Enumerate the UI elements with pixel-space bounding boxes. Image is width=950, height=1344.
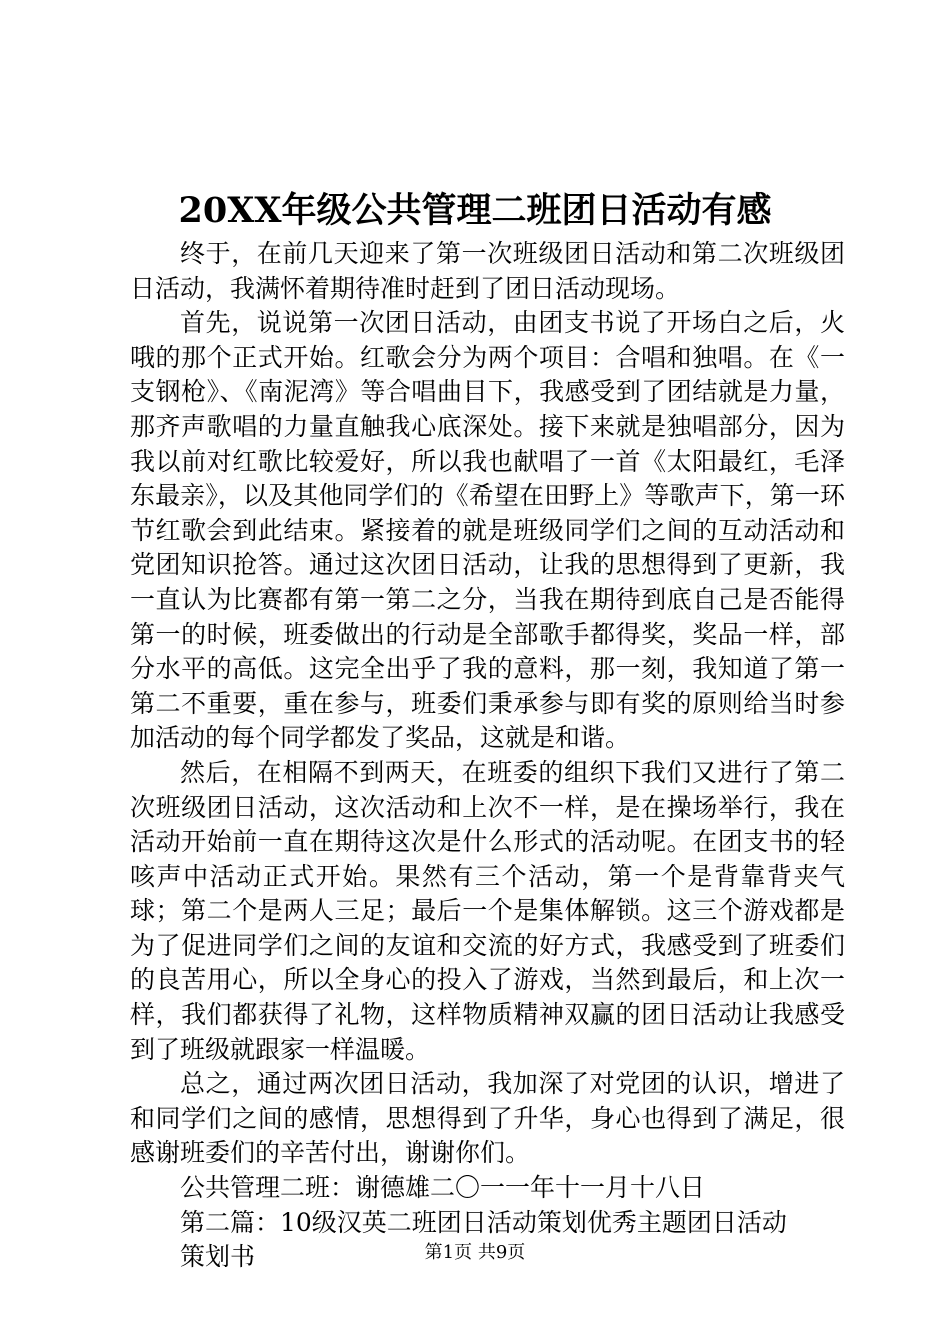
signature-line: 公共管理二班：谢德雄二〇一一年十一月十八日 xyxy=(180,1173,706,1203)
paragraph-second-activity: 然后，在相隔不到两天，在班委的组织下我们又进行了第二次班级团日活动，这次活动和上次不一样，是在操场举行，我在活动开始前一直在期待这次是什么形式的活动呢。在团支书的轻咳声中活动正式开始。果然有三个活动，第一个是背靠背夹气球；第二个是两人三足；最后一个是集体解锁。这三个游戏都是为了促进同学们之间的友谊和交流的好方式，我感受到了班委们的良苦用心，所以全身心的投入了游戏，当然到最后，和上次一样，我们都获得了礼物，这样物质精神双赢的团日活动让我感受到了班级就跟家一样温暖。 xyxy=(130,757,845,1064)
paragraph-first-activity: 首先，说说第一次团日活动，由团支书说了开场白之后，火哦的那个正式开始。红歌会分为两个项目：合唱和独唱。在《一支钢枪》、《南泥湾》等合唱曲目下，我感受到了团结就是力量，那齐声歌唱的力量直触我心底深处。接下来就是独唱部分，因为我以前对红歌比较爱好，所以我也献唱了一首《太阳最红，毛泽东最亲》，以及其他同学们的《希望在田野上》等歌声下，第一环节红歌会到此结束。紧接着的就是班级同学们之间的互动活动和党团知识抢答。通过这次团日活动，让我的思想得到了更新，我一直认为比赛都有第一第二之分，当我在期待到底自己是否能得第一的时候，班委做出的行动是全部歌手都得奖，奖品一样，部分水平的高低。这完全出乎了我的意料，那一刻，我知道了第一第二不重要，重在参与，班委们秉承参与即有奖的原则给当时参加活动的每个同学都发了奖品，这就是和谐。 xyxy=(130,308,845,753)
paragraph-intro: 终于，在前几天迎来了第一次班级团日活动和第二次班级团日活动，我满怀着期待准时赶到了团日活动现场。 xyxy=(130,239,845,303)
paragraph-conclusion: 总之，通过两次团日活动，我加深了对党团的认识，增进了和同学们之间的感情，思想得到了升华，身心也得到了满足，很感谢班委们的辛苦付出，谢谢你们。 xyxy=(130,1069,845,1168)
document-body xyxy=(130,237,845,1275)
document-title: 20XX年级公共管理二班团日活动有感 xyxy=(178,190,772,231)
next-section-heading: 第二篇：10级汉英二班团日活动策划优秀主题团日活动 xyxy=(180,1207,787,1237)
next-section-heading-continued: 策划书 xyxy=(180,1242,256,1272)
page-number-footer: 第1页 共9页 xyxy=(424,1242,526,1263)
